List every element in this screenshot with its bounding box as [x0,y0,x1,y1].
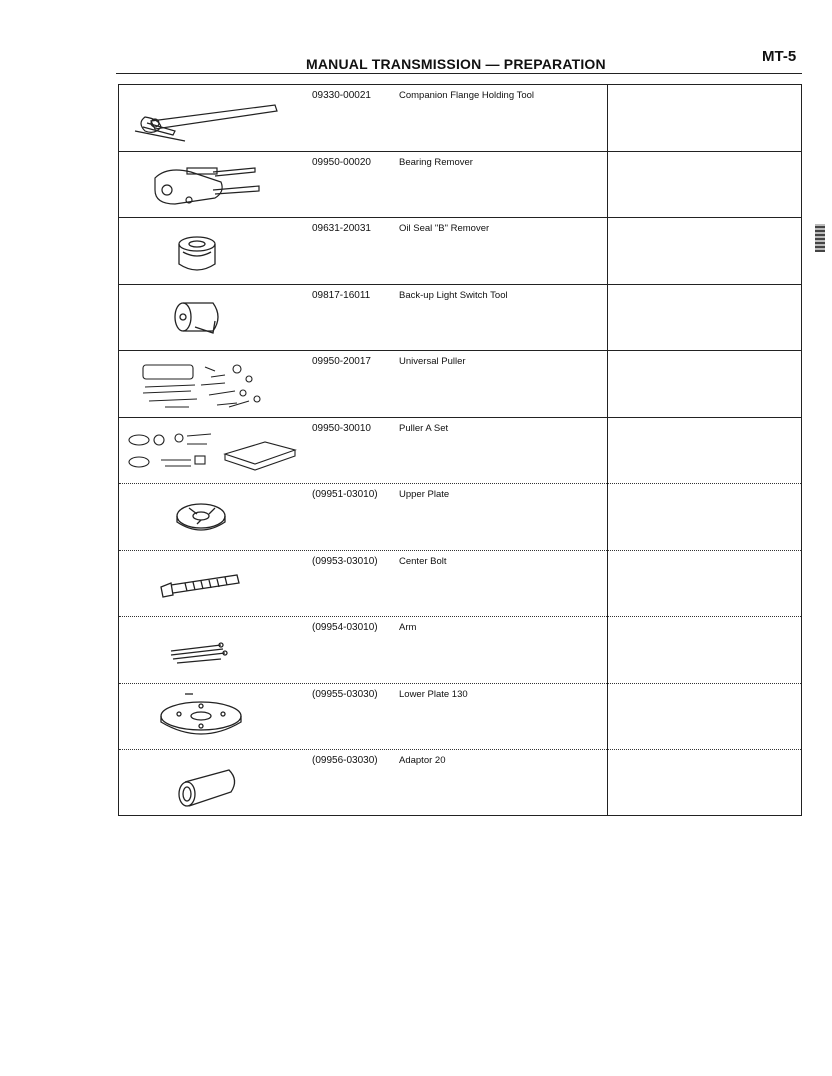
part-number: (09955-03030) [312,688,378,700]
table-row [119,617,801,684]
part-number: (09953-03010) [312,555,378,567]
tool-name: Center Bolt [399,555,447,567]
switch-tool-socket-icon [125,289,305,347]
tool-name: Lower Plate 130 [399,688,468,700]
table-row [119,85,801,152]
table-row [119,484,801,551]
tool-name: Companion Flange Holding Tool [399,90,535,101]
tool-name: Universal Puller [399,356,466,367]
table-row [119,551,801,618]
companion-flange-holding-tool-icon [125,89,305,147]
part-number: 09950-30010 [312,422,371,434]
arm-icon [125,621,305,679]
table-row [119,285,801,352]
tool-table [118,84,802,816]
tool-name: Oil Seal "B" Remover [399,223,490,234]
tool-name: Back-up Light Switch Tool [399,289,508,301]
table-row [119,351,801,418]
table-row [119,152,801,219]
table-row [119,684,801,751]
part-number: (09956-03030) [312,755,378,766]
header-rule [116,73,802,74]
puller-a-set-icon [125,422,305,480]
tool-name: Adaptor 20 [399,755,446,766]
part-number: (09954-03010) [312,622,378,633]
bearing-remover-icon [125,156,305,214]
tool-name: Puller A Set [399,422,449,434]
part-number: 09950-00020 [312,156,371,168]
tool-name: Upper Plate [399,489,450,500]
tool-name: Bearing Remover [399,156,473,168]
page-number: MT-5 [762,48,797,65]
adaptor-icon [125,754,305,812]
tool-name: Arm [399,622,417,633]
part-number: 09330-00021 [312,90,371,101]
center-bolt-icon [125,555,305,613]
table-row [119,218,801,285]
upper-plate-icon [125,488,305,546]
part-number: 09950-20017 [312,356,371,367]
part-number: 09817-16011 [312,289,371,301]
scan-mark [815,224,825,252]
universal-puller-kit-icon [125,355,305,413]
page-header-title: MANUAL TRANSMISSION — PREPARATION [306,56,606,72]
lower-plate-icon [125,688,305,746]
oil-seal-remover-icon [125,222,305,280]
part-number: (09951-03010) [312,489,378,500]
table-row [119,750,801,817]
table-row [119,418,801,485]
part-number: 09631-20031 [312,223,371,234]
